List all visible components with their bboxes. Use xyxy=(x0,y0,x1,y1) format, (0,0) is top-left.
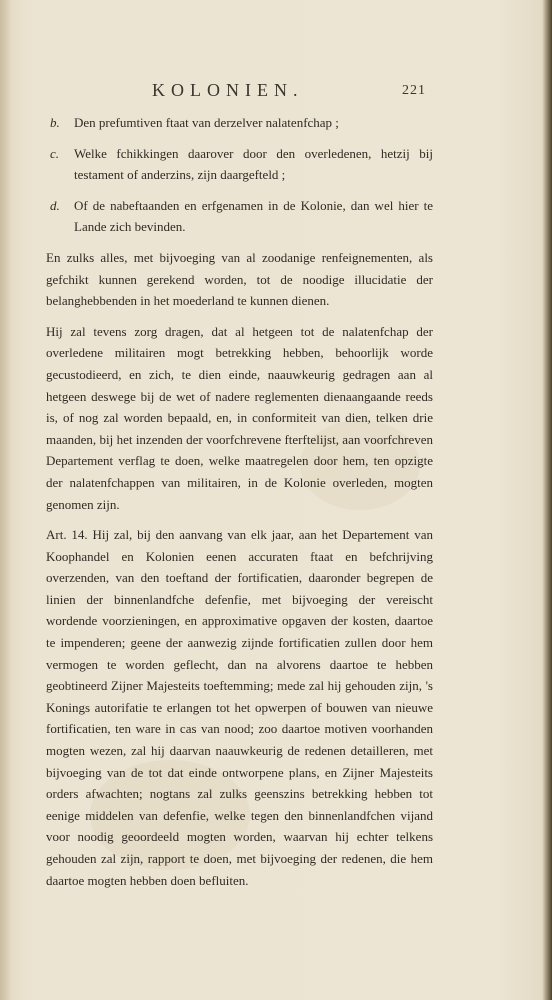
list-marker: c. xyxy=(50,145,60,161)
list-item-text: Of de nabeftaanden en erfgenamen in de Kolonie, dan wel hier te Lande zich bevinden. xyxy=(74,197,433,235)
page-header xyxy=(0,80,552,104)
list-item xyxy=(46,143,433,186)
list-marker: d. xyxy=(50,197,60,213)
paragraph: Hij zal tevens zorg dragen, dat al hetgeen tot de nalatenfchap der overledene militairen mogt betrekking hebben, behoorlijk worde gecustodieerd, en zich, te dien einde, naauwkeurig gedragen aan al hetgeen deswege bij de wet of nadere reglementen dienaangaande reeds is, of nog zal worden bepaald, en, in conformiteit van dien, telken drie maanden, bij het inzenden der voorfchrevene fterftelijst, aan voorfchreven Departement verflag te doen, welke maatregelen door hem, ten opzigte der nalatenfchappen van militairen, in de Kolonie overleden, mogten genomen zijn. xyxy=(46,323,433,512)
list-marker: b. xyxy=(50,115,60,130)
running-title: KOLONIEN. xyxy=(152,80,304,100)
list-item-text: Welke fchikkingen daarover door den overledenen, hetzij bij testament of anderzins, zijn daargefteld ; xyxy=(74,145,433,183)
list-item xyxy=(46,195,433,238)
page-gutter-shadow xyxy=(0,0,12,1000)
page-body xyxy=(46,112,433,900)
list-item-text: Den prefumtiven ftaat van derzelver nalatenfchap ; xyxy=(74,115,339,130)
list-item xyxy=(46,112,433,134)
page-number: 221 xyxy=(402,83,426,98)
page-edge-shadow xyxy=(542,0,552,1000)
enumerated-list xyxy=(46,112,433,238)
paragraph-article-14: Art. 14. Hij zal, bij den aanvang van elk jaar, aan het Departement van Koophandel en Kolonien eenen accuraten ftaat en befchrijving overzenden, van den toeftand der fortificatien, daaronder begrepen de linien der binnenlandfche defenfie, met bijvoeging der vereischt wordende voorzieningen, en approximative opgaven der kosten, daartoe te impenderen; geene der aanwezig zijnde fortificatien zullen door hem vermogen te worden geflecht, dan na alvorens daartoe te hebben geobtineerd Zijner Majesteits toeftemming; mede zal hij gehouden zijn, 's Konings autorifatie te erlangen tot het opwerpen of bouwen van nieuwe fortificatien, ten ware in cas van nood; zoo daartoe motiven voorhanden mogten wezen, zal hij daarvan naauwkeurig de redenen detailleren, met bijvoeging van de tot dat einde ontworpene plans, en Zijner Majesteits orders afwachten; nogtans zal zulks geenszins betrekking hebben tot eenige middelen van defenfie, welke tegen den binnenlandfchen vijand voor noodig geoordeeld mogten worden, waarvan hij echter telkens gehouden zal zijn, rapport te doen, met bijvoeging der redenen, die hem daartoe mogten hebben doen befluiten. xyxy=(46,527,433,888)
paragraph: En zulks alles, met bijvoeging van al zoodanige renfeignementen, als gefchikt kunnen gerekend worden, tot de noodige illucidatie der belanghebbenden in het moederland te kunnen dienen. xyxy=(46,249,433,309)
